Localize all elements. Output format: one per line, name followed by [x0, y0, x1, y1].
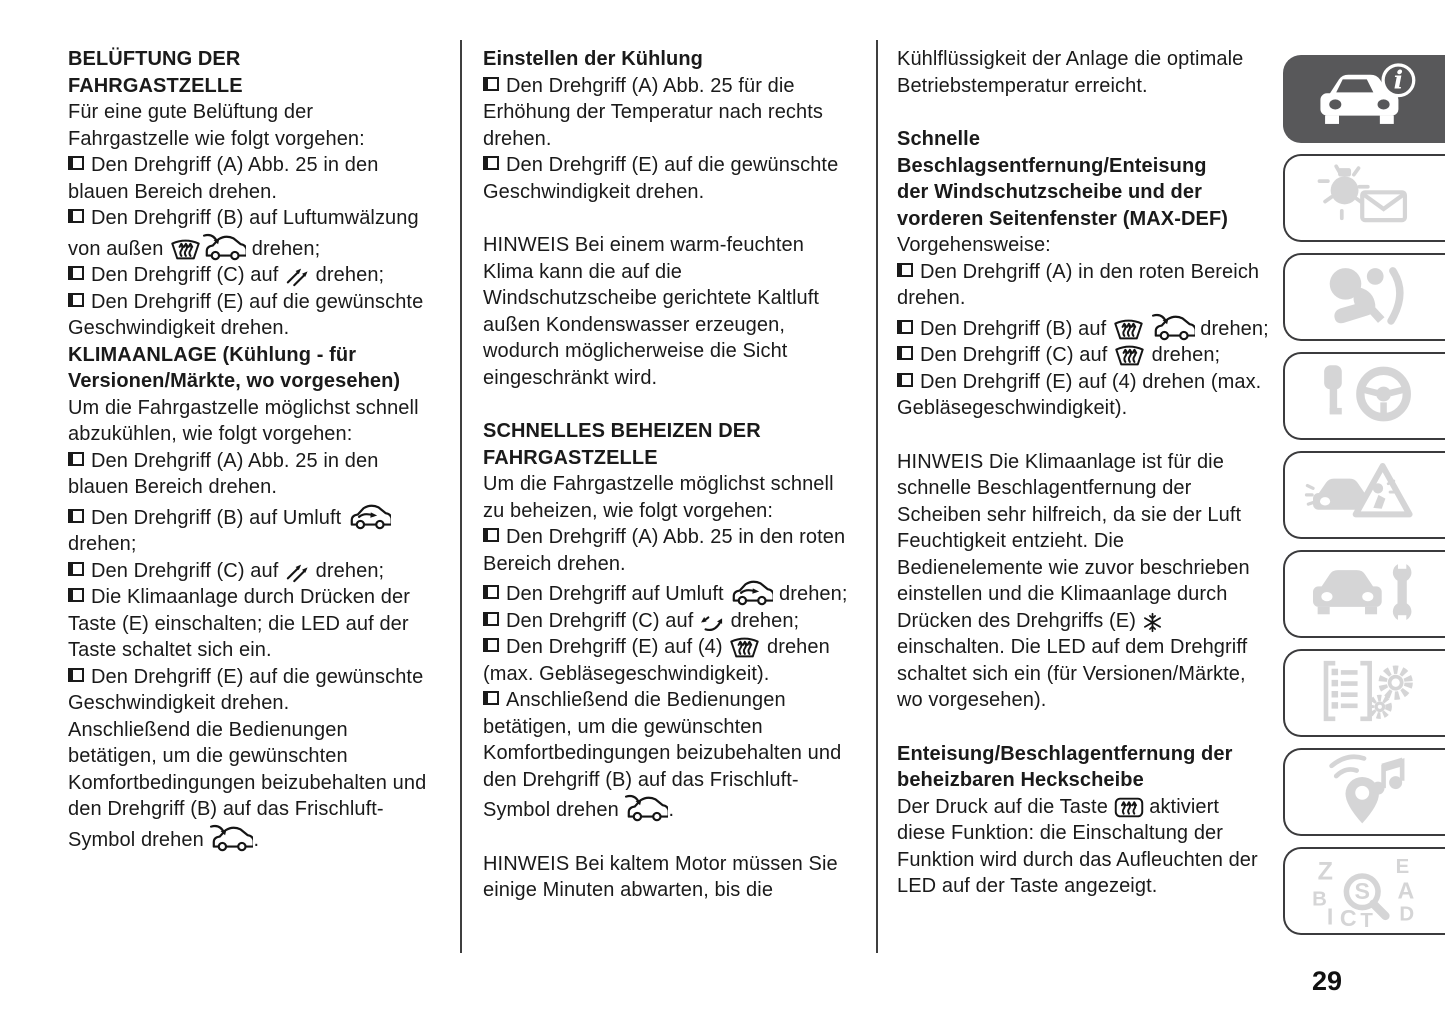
bullet-square-icon: [483, 612, 499, 626]
column-divider: [876, 40, 878, 953]
bullet-square-icon: [68, 452, 84, 466]
paragraph: Den Drehgriff (A) Abb. 25 für die Erhöhung der Temperatur nach rechts drehen.: [483, 74, 823, 150]
bullet-square-icon: [483, 77, 499, 91]
recirculation-car-icon: [729, 577, 773, 606]
paragraph-spacer: [483, 824, 851, 851]
column-divider: [460, 40, 462, 953]
paragraph: Den Drehgriff (E) auf die gewünschte Geschwindigkeit drehen.: [68, 665, 424, 714]
svg-text:C: C: [1339, 904, 1357, 928]
svg-text:T: T: [1360, 909, 1373, 928]
snowflake-icon: [1142, 612, 1163, 633]
airbag-icon: [1304, 256, 1426, 339]
svg-text:Z: Z: [1317, 857, 1333, 886]
paragraph-spacer: [483, 391, 851, 418]
paragraph: Den Drehgriff (B) auf Umluft drehen;: [68, 501, 436, 558]
section-heading: Enteisung/Beschlagentfernung der beheizbaren Heckscheibe: [897, 742, 1233, 791]
fresh-air-car-icon: [1151, 312, 1195, 341]
vent-face-icon: [284, 265, 310, 287]
defrost-icon: [728, 634, 761, 659]
paragraph: Um die Fahrgastzelle möglichst schnell abzukühlen, wie folgt vorgehen:: [68, 396, 419, 445]
paragraph: Kühlflüssigkeit der Anlage die optimale Betriebstemperatur erreicht.: [897, 48, 1244, 97]
paragraph: Vorgehensweise:: [897, 234, 1051, 256]
paragraph: Den Drehgriff (A) Abb. 25 in den blauen Bereich drehen.: [68, 154, 379, 203]
paragraph: Anschließend die Bedienungen betätigen, um die gewünschten Komfortbedingungen beizubehalten und den Drehgriff (B) auf das Frischluft-Symbol drehen .: [68, 718, 427, 851]
defrost-icon: [1112, 316, 1145, 341]
svg-text:E: E: [1395, 855, 1410, 878]
car-info-icon: [1304, 58, 1426, 141]
paragraph: HINWEIS Die Klimaanlage ist für die schnelle Beschlagentfernung der Scheiben sehr hilfreich, da sie der Luft Feuchtigkeit entzieht. Die Bedienelemente wie zuvor beschrieben einstellen und die Klimaanlage durch Drücken des Drehgriffs (E) einschalten. Die LED auf dem Drehgriff schaltet sich ein (für Versionen/Märkte, wo vorgesehen).: [897, 450, 1250, 711]
paragraph: Der Druck auf die Taste aktiviert diese Funktion: die Einschaltung der Funktion wird durch das Aufleuchten der LED auf der Taste angezeigt.: [897, 795, 1258, 897]
key-steering-icon: [1304, 355, 1426, 438]
section-heading: BELÜFTUNG DER FAHRGASTZELLE: [68, 48, 243, 97]
tab-starting-driving[interactable]: [1283, 352, 1445, 440]
paragraph-spacer: [897, 99, 1269, 126]
warning-triangle-car-icon: [1304, 454, 1426, 537]
alphabetical-index-icon: [1304, 850, 1426, 933]
section-heading: Schnelle Beschlagsentfernung/Enteisung der Windschutzscheibe und der vorderen Seitenfenster (MAX-DEF): [897, 128, 1229, 230]
tab-maintenance[interactable]: [1283, 550, 1445, 638]
paragraph: Die Klimaanlage durch Drücken der Taste (E) einschalten; die LED auf der Taste schaltet sich ein.: [68, 586, 411, 661]
paragraph: Den Drehgriff (E) auf die gewünschte Geschwindigkeit drehen.: [483, 154, 839, 203]
tab-multimedia[interactable]: [1283, 748, 1445, 836]
fresh-air-car-icon: [209, 823, 253, 852]
section-heading: Einstellen der Kühlung: [483, 48, 703, 70]
paragraph: Den Drehgriff (E) auf die gewünschte Geschwindigkeit drehen.: [68, 290, 424, 339]
paragraph-spacer: [483, 205, 851, 232]
bullet-square-icon: [68, 266, 84, 280]
paragraph: Anschließend die Bedienungen betätigen, um die gewünschten Komfortbedingungen beizubehalten und den Drehgriff (B) auf das Frischluft-Symbol drehen .: [483, 689, 842, 821]
fresh-air-car-icon: [202, 232, 246, 261]
section-heading: KLIMAANLAGE (Kühlung - für Versionen/Märkte, wo vorgesehen): [68, 343, 401, 392]
bullet-square-icon: [68, 668, 84, 682]
tab-index[interactable]: [1283, 847, 1445, 935]
fresh-air-car-icon: [624, 793, 668, 822]
svg-text:I: I: [1326, 902, 1334, 928]
tab-emergency[interactable]: [1283, 451, 1445, 539]
paragraph: HINWEIS Bei kaltem Motor müssen Sie einige Minuten abwarten, bis die: [483, 852, 838, 901]
bullet-square-icon: [483, 528, 499, 542]
defrost-icon: [1113, 342, 1146, 367]
paragraph: HINWEIS Bei einem warm-feuchten Klima kann die auf die Windschutzscheibe gerichtete Kaltluft außen Kondenswasser erzeugen, wodurch möglicherweise die Sicht eingeschränkt wird.: [483, 234, 820, 389]
bullet-square-icon: [68, 588, 84, 602]
paragraph: Den Drehgriff (C) auf drehen;: [68, 262, 436, 289]
paragraph: Den Drehgriff (B) auf Luftumwälzung von außen drehen;: [68, 207, 419, 260]
column-middle: [483, 46, 851, 904]
bullet-square-icon: [68, 562, 84, 576]
paragraph: Den Drehgriff (A) Abb. 25 in den blauen Bereich drehen.: [68, 449, 379, 498]
multimedia-icon: [1304, 751, 1426, 834]
paragraph: Den Drehgriff (C) auf drehen;: [68, 558, 436, 585]
bullet-square-icon: [68, 509, 84, 523]
rear-defrost-icon: [1114, 796, 1144, 819]
bullet-square-icon: [483, 691, 499, 705]
paragraph: Den Drehgriff (C) auf drehen;: [897, 342, 1269, 369]
svg-text:B: B: [1312, 888, 1327, 911]
vent-face-icon: [284, 561, 310, 583]
bullet-square-icon: [897, 263, 913, 277]
paragraph: Den Drehgriff (A) Abb. 25 in den roten Bereich drehen.: [483, 526, 846, 575]
column-left: [68, 46, 436, 853]
tab-warning-lights[interactable]: [1283, 154, 1445, 242]
paragraph: Den Drehgriff (C) auf drehen;: [483, 608, 851, 635]
svg-text:A: A: [1397, 876, 1415, 903]
bullet-square-icon: [897, 320, 913, 334]
paragraph: Den Drehgriff (E) auf (4) drehen (max. Gebläsegeschwindigkeit).: [897, 370, 1262, 419]
tab-safety[interactable]: [1283, 253, 1445, 341]
bullet-square-icon: [68, 293, 84, 307]
warning-light-message-icon: [1304, 157, 1426, 240]
bullet-square-icon: [68, 156, 84, 170]
column-right: [897, 46, 1269, 900]
svg-text:S: S: [1354, 877, 1370, 904]
svg-text:D: D: [1399, 903, 1415, 926]
section-heading: SCHNELLES BEHEIZEN DER FAHRGASTZELLE: [483, 420, 761, 469]
air-feet-icon: [699, 611, 725, 633]
sidebar-tabs: [1283, 55, 1445, 935]
recirculation-car-icon: [347, 501, 391, 530]
paragraph-spacer: [897, 422, 1269, 449]
bullet-square-icon: [483, 585, 499, 599]
page-number: 29: [1312, 966, 1343, 996]
paragraph-spacer: [897, 714, 1269, 741]
paragraph: Um die Fahrgastzelle möglichst schnell zu beheizen, wie folgt vorgehen:: [483, 473, 834, 522]
bullet-square-icon: [897, 373, 913, 387]
bullet-square-icon: [68, 209, 84, 223]
car-wrench-icon: [1304, 553, 1426, 636]
paragraph: Den Drehgriff (A) in den roten Bereich drehen.: [897, 260, 1260, 309]
bullet-square-icon: [897, 346, 913, 360]
spec-gears-icon: [1304, 652, 1426, 735]
svg-text:i: i: [1393, 64, 1404, 95]
paragraph: Den Drehgriff auf Umluft drehen;: [483, 577, 851, 608]
bullet-square-icon: [483, 156, 499, 170]
defrost-icon: [169, 236, 202, 261]
tab-technical-data[interactable]: [1283, 649, 1445, 737]
paragraph: Den Drehgriff (E) auf (4) drehen (max. Gebläsegeschwindigkeit).: [483, 636, 830, 685]
paragraph: Den Drehgriff (B) auf drehen;: [897, 312, 1269, 343]
tab-vehicle-info[interactable]: [1283, 55, 1445, 143]
paragraph: Für eine gute Belüftung der Fahrgastzelle wie folgt vorgehen:: [68, 101, 365, 150]
bullet-square-icon: [483, 638, 499, 652]
